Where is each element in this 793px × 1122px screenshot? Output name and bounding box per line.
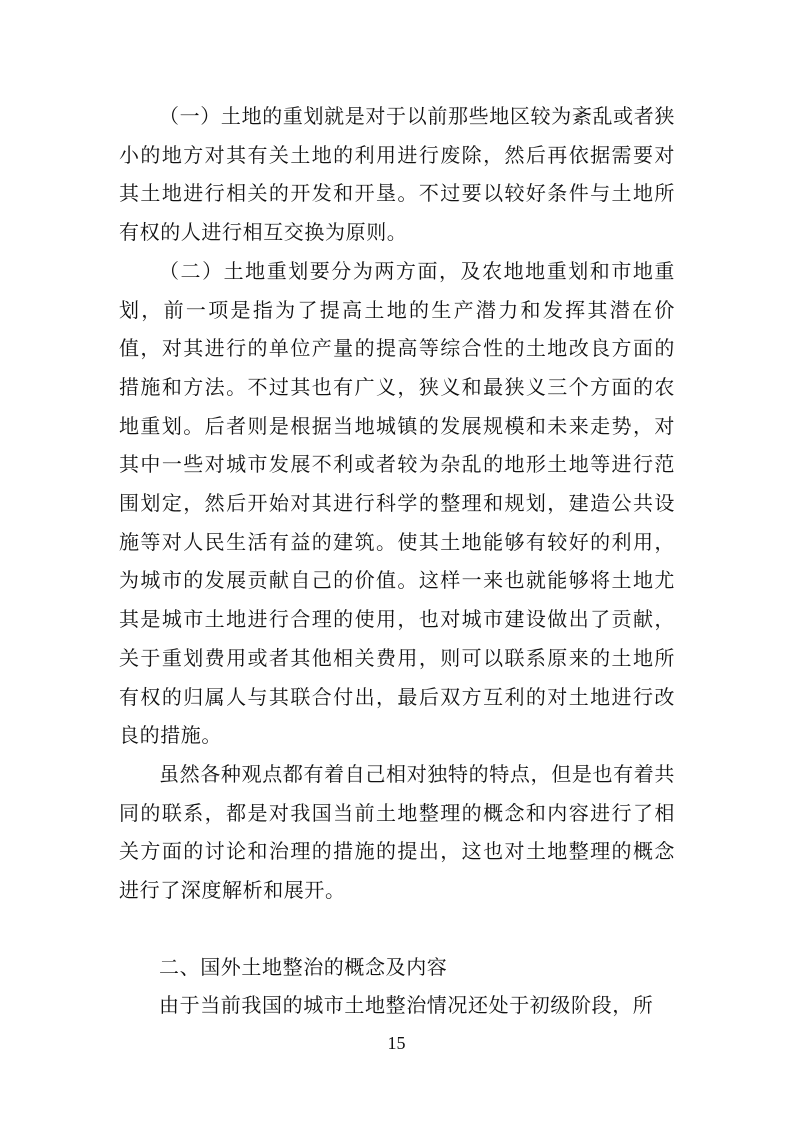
section-heading: 二、国外土地整治的概念及内容	[159, 954, 448, 979]
page-number: 15	[387, 1033, 406, 1053]
body-text	[119, 97, 675, 1025]
paragraph-section-intro: 由于当前我国的城市土地整治情况还处于初级阶段，所	[159, 993, 654, 1018]
paragraph-land-readjustment-types: （二）土地重划要分为两方面，及农地地重划和市地重划，前一项是指为了提高土地的生产潜力和发挥其潜在价值，对其进行的单位产量的提高等综合性的土地改良方面的措施和方法。不过其也有广义，狭义和最狭义三个方面的农地重划。后者则是根据当地城镇的发展规模和未来走势，对其中一些对城市发展不利或者较为杂乱的地形土地等进行范围划定，然后开始对其进行科学的整理和规划，建造公共设施等对人民生活有益的建筑。使其土地能够有较好的利用，为城市的发展贡献自己的价值。这样一来也就能够将土地尤其是城市土地进行合理的使用，也对城市建设做出了贡献，关于重划费用或者其他相关费用，则可以联系原来的土地所有权的归属人与其联合付出，最后双方互利的对土地进行改良的措施。	[119, 258, 675, 748]
paragraph-land-readjustment-definition: （一）土地的重划就是对于以前那些地区较为紊乱或者狭小的地方对其有关土地的利用进行废除，然后再依据需要对其土地进行相关的开发和开垦。不过要以较好条件与土地所有权的人进行相互交换为原则。	[119, 104, 675, 245]
paragraph-viewpoints-summary: 虽然各种观点都有着自己相对独特的特点，但是也有着共同的联系，都是对我国当前土地整理的概念和内容进行了相关方面的讨论和治理的措施的提出，这也对土地整理的概念进行了深度解析和展开。	[119, 761, 675, 903]
